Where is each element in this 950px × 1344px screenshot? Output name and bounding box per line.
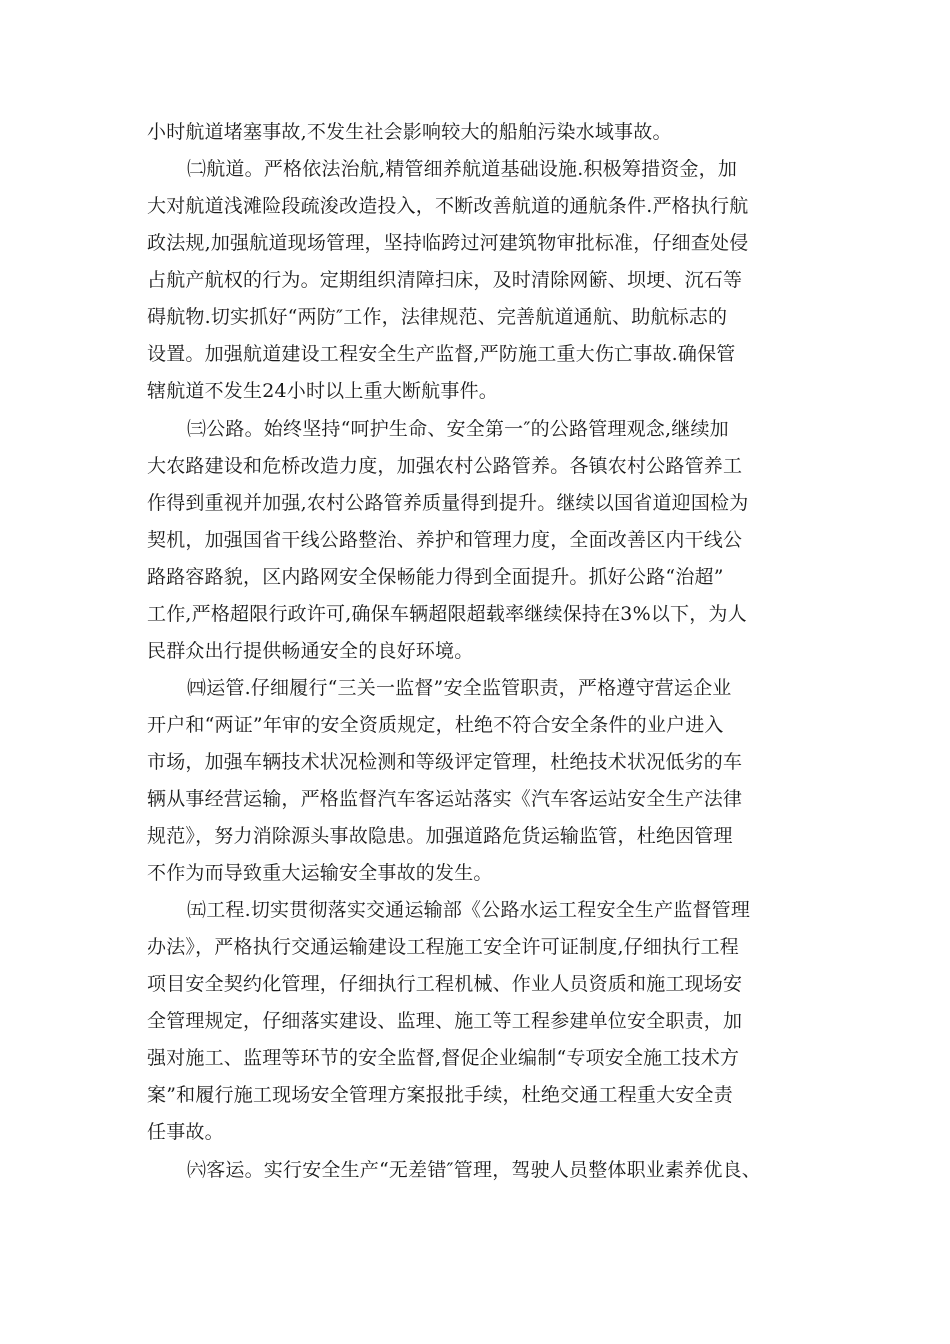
text-line: 项目安全契约化管理，仔细执行工程机械、作业人员资质和施工现场安 [147, 973, 743, 995]
text-line: 任事故。 [147, 1121, 224, 1143]
text-line: 契机，加强国省干线公路整治、养护和管理力度，全面改善区内干线公 [147, 529, 743, 551]
text-line: 路路容路貌，区内路网安全保畅能力得到全面提升。抓好公路“治超” [147, 566, 724, 588]
text-line: 案”和履行施工现场安全管理方案报批手续，杜绝交通工程重大安全责 [147, 1084, 733, 1106]
text-line: 不作为而导致重大运输安全事故的发生。 [147, 862, 493, 884]
text-line: 辆从事经营运输，严格监督汽车客运站落实《汽车客运站安全生产法律 [147, 788, 743, 810]
text-line: 大对航道浅滩险段疏浚改造投入，不断改善航道的通航条件.严格执行航 [147, 195, 749, 217]
text-line: 辖航道不发生24小时以上重大断航事件。 [147, 380, 498, 402]
section-3-heading-line: ㈢公路。始终坚持“呵护生命、安全第一″的公路管理观念,继续加 [187, 418, 729, 440]
text-line: 规范》，努力消除源头事故隐患。加强道路危货运输监管，杜绝因管理 [147, 825, 733, 847]
section-2-heading-line: ㈡航道。严格依法治航,精管细养航道基础设施.积极筹措资金，加 [187, 158, 738, 180]
section-6-heading-line: ㈥客运。实行安全生产“无差错″管理，驾驶人员整体职业素养优良、 [187, 1159, 762, 1181]
text-line: 民群众出行提供畅通安全的良好环境。 [147, 640, 474, 662]
section-5-heading-line: ㈤工程.切实贯彻落实交通运输部《公路水运工程安全生产监督管理 [187, 899, 751, 921]
text-line: 办法》，严格执行交通运输建设工程施工安全许可证制度,仔细执行工程 [147, 936, 739, 958]
text-line: 强对施工、监理等环节的安全监督,督促企业编制“专项安全施工技术方 [147, 1047, 740, 1069]
text-line: 政法规,加强航道现场管理，坚持临跨过河建筑物审批标准，仔细查处侵 [147, 232, 749, 254]
text-line: 开户和“两证”年审的安全资质规定，杜绝不符合安全条件的业户进入 [147, 714, 724, 736]
text-line: 大农路建设和危桥改造力度，加强农村公路管养。各镇农村公路管养工 [147, 455, 743, 477]
text-line: 设置。加强航道建设工程安全生产监督,严防施工重大伤亡事故.确保管 [147, 343, 736, 365]
text-line: 工作,严格超限行政许可,确保车辆超限超载率继续保持在3%以下，为人 [147, 603, 747, 625]
text-line: 占航产航权的行为。定期组织清障扫床，及时清除网簖、坝埂、沉石等 [147, 269, 743, 291]
text-line: 作得到重视并加强,农村公路管养质量得到提升。继续以国省道迎国检为 [147, 492, 749, 514]
text-line: 全管理规定，仔细落实建设、监理、施工等工程参建单位安全职责，加 [147, 1010, 743, 1032]
text-line: 碍航物.切实抓好“两防″工作，法律规范、完善航道通航、助航标志的 [147, 306, 728, 328]
section-4-heading-line: ㈣运管.仔细履行“三关一监督”安全监管职责，严格遵守营运企业 [187, 677, 732, 699]
text-line: 小时航道堵塞事故,不发生社会影响较大的船舶污染水域事故。 [147, 121, 672, 143]
text-line: 市场，加强车辆技术状况检测和等级评定管理，杜绝技术状况低劣的车 [147, 751, 743, 773]
